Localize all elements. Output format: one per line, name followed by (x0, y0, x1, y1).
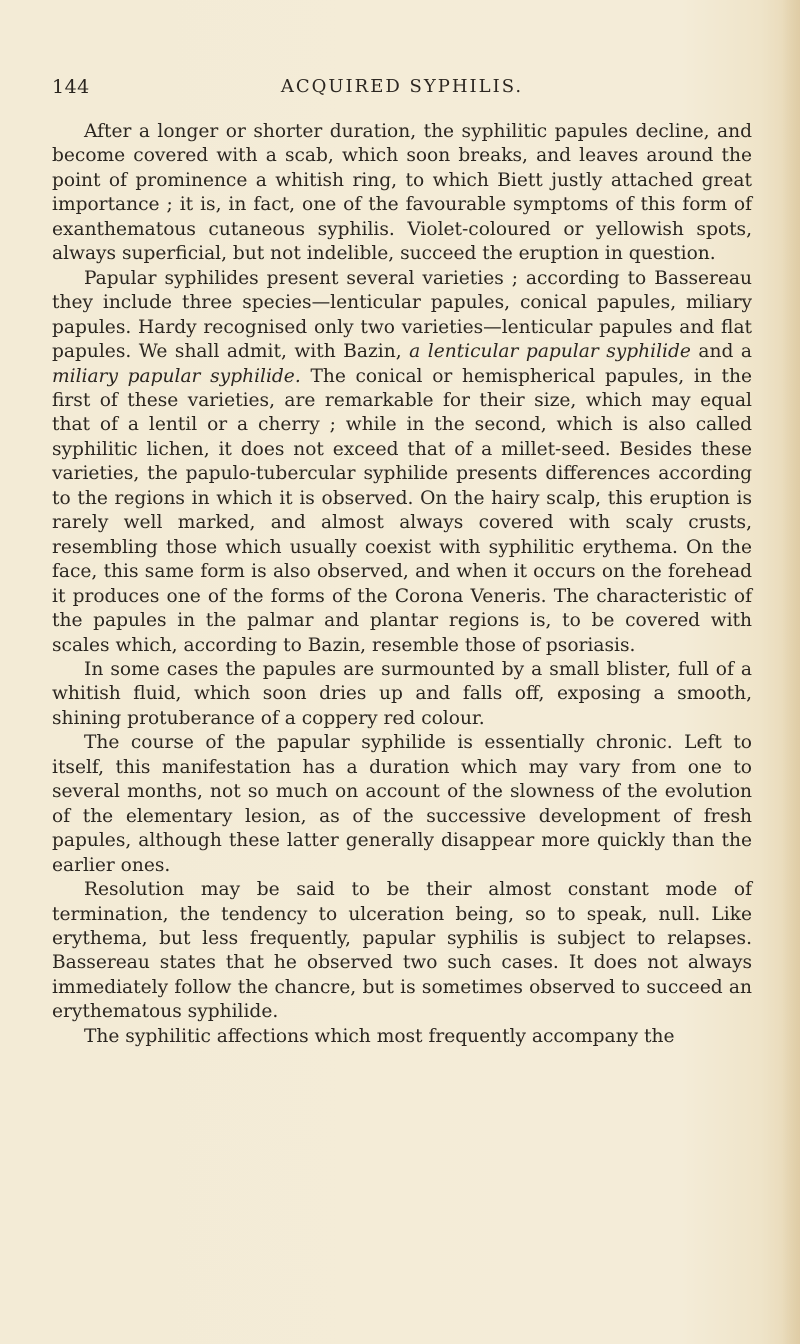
body-text (52, 120, 752, 1049)
running-head: ACQUIRED SYPHILIS. (280, 76, 524, 97)
paragraph (52, 120, 752, 267)
italic-term: miliary papular syphilide. (52, 365, 301, 387)
paragraph (52, 658, 752, 731)
text-run: After a longer or shorter duration, the syphilitic papules decline, and become covered with a scab, which soon breaks, and leaves around the point of prominence a whitish ring, to which Biett justly attached great importance ; it is, in fact, one of the favourable symptoms of this form of exanthematous cutaneous syphilis. Violet-coloured or yellowish spots, always superficial, but not indelible, succeed the eruption in question. (52, 121, 752, 265)
text-run: The syphilitic affections which most frequently accompany the (84, 1025, 675, 1047)
italic-term: a lenticular papular syphilide (409, 341, 691, 363)
text-run: The conical or hemispherical papules, in the first of these varieties, are remarkable for their size, which may equal that of a lentil or a cherry ; while in the second, which is also called syphilitic lichen, it does not exceed that of a millet-seed. Besides these varieties, the papulo-tubercular syphilide presents differences according to the regions in which it is observed. On the hairy scalp, this eruption is rarely well marked, and almost always covered with scaly crusts, resembling those which usually coexist with syphilitic erythema. On the face, this same form is also observed, and when it occurs on the forehead it produces one of the forms of the Corona Veneris. The characteristic of the papules in the palmar and plantar regions is, to be covered with scales which, according to Bazin, resemble those of psoriasis. (52, 365, 753, 656)
paragraph (52, 878, 752, 1025)
page-edge-shadow (782, 0, 800, 1344)
paragraph (52, 267, 752, 658)
page-number: 144 (52, 76, 90, 98)
paragraph (52, 731, 752, 878)
text-run: Resolution may be said to be their almost constant mode of termination, the tendency to ulceration being, so to speak, null. Like erythema, but less frequently, papular syphilis is subject to relapses. Bassereau states that he observed two such cases. It does not always immediately follow the chancre, but is sometimes observed to succeed an erythematous syphilide. (52, 879, 752, 1023)
paragraph-continued (52, 1025, 752, 1049)
page-header (52, 76, 752, 106)
text-run: The course of the papular syphilide is essentially chronic. Left to itself, this manifestation has a duration which may vary from one to several months, not so much on account of the slowness of the evolution of the elementary lesion, as of the successive development of fresh papules, although these latter generally disappear more quickly than the earlier ones. (52, 732, 752, 876)
text-run: Papular syphilides present several varieties ; according to Bassereau they include three species—lenticular papules, conical papules, miliary papules. Hardy recognised only two varieties—lenticular papules and flat papules. We shall admit, with Bazin, (52, 267, 752, 363)
text-run: In some cases the papules are surmounted by a small blister, full of a whitish fluid, which soon dries up and falls off, exposing a smooth, shining protuberance of a coppery red colour. (52, 658, 752, 729)
text-run: and a (690, 341, 752, 363)
